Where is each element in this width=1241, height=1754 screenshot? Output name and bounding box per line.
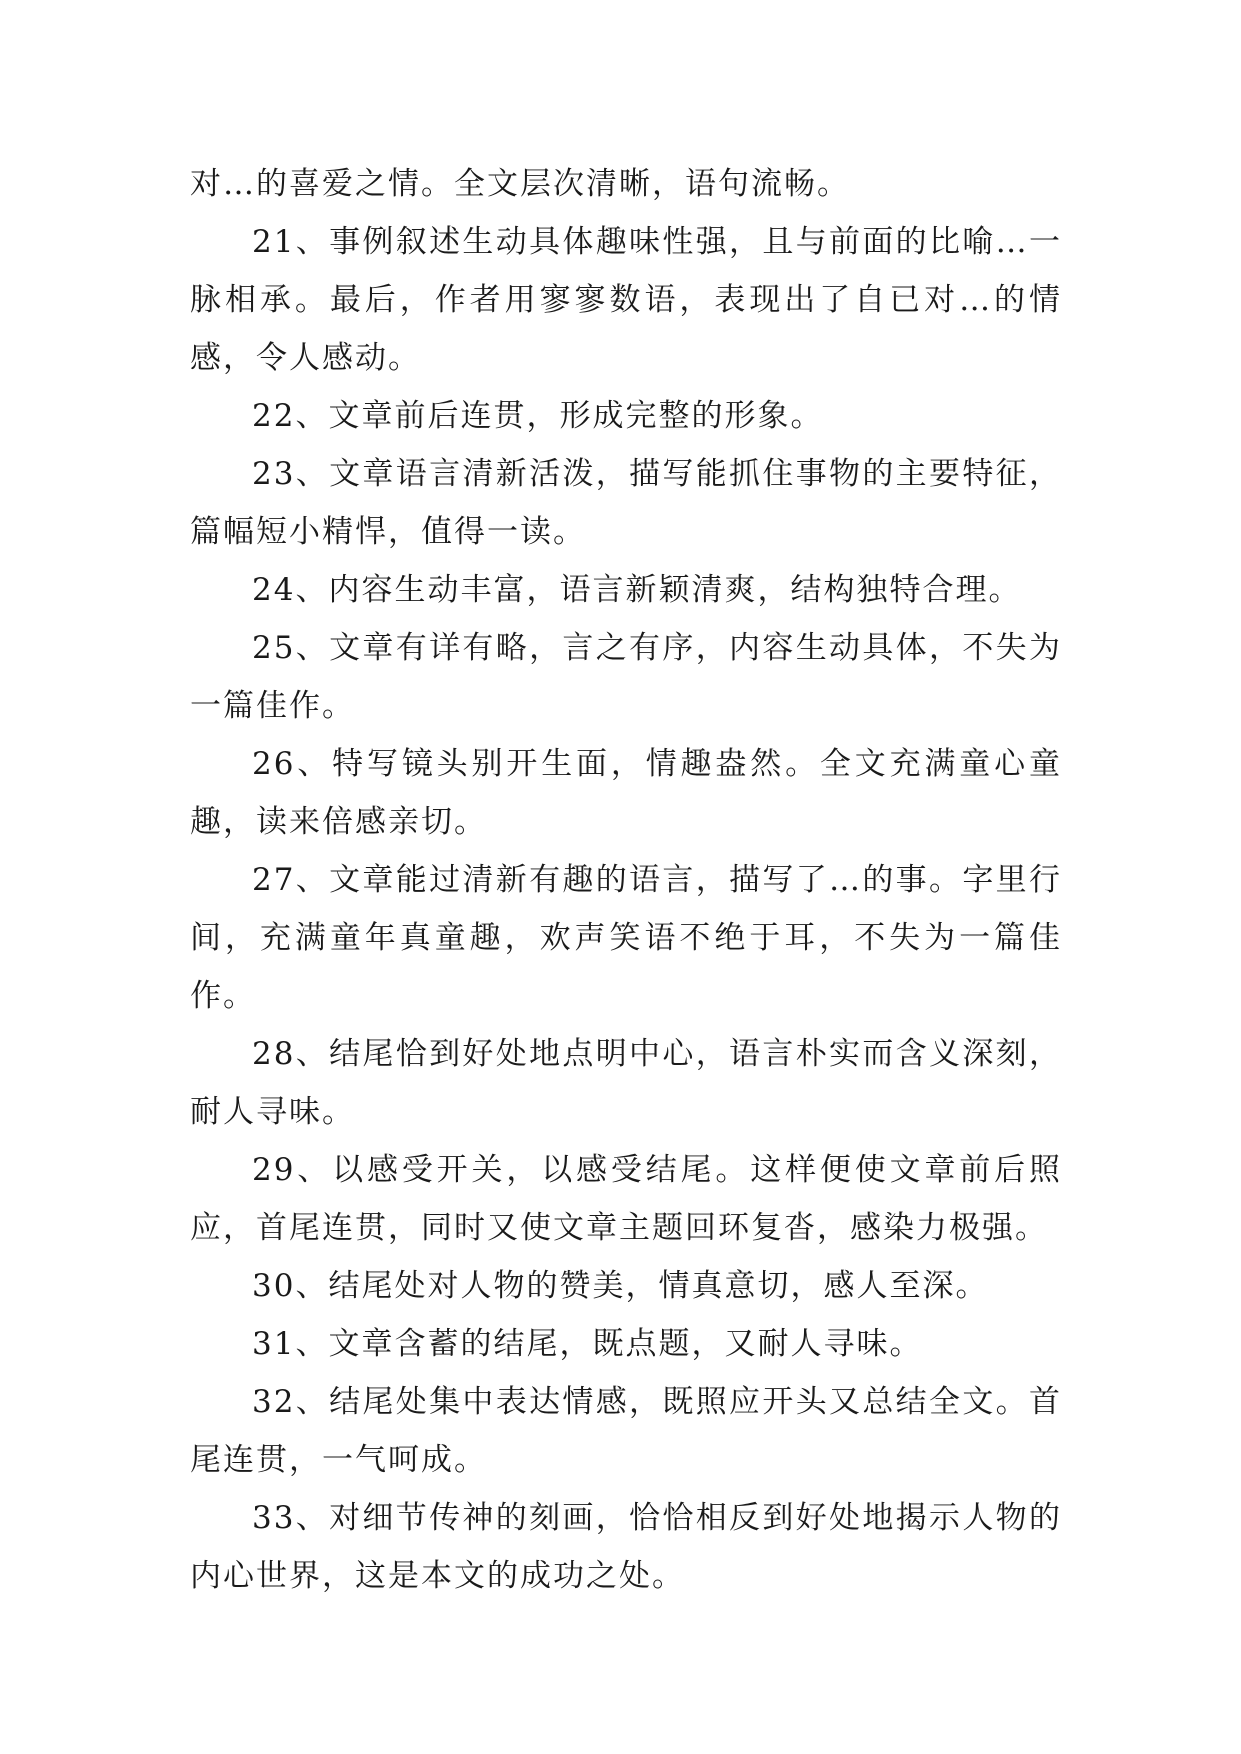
paragraph-32: 32、结尾处集中表达情感，既照应开头又总结全文。首尾连贯，一气呵成。 bbox=[190, 1384, 1062, 1478]
paragraph-continued: 对…的喜爱之情。全文层次清晰，语句流畅。 bbox=[190, 166, 850, 202]
document-page bbox=[190, 155, 1062, 1605]
paragraph-26: 26、特写镜头别开生面，情趣盎然。全文充满童心童趣，读来倍感亲切。 bbox=[190, 746, 1062, 840]
paragraph-24: 24、内容生动丰富，语言新颖清爽，结构独特合理。 bbox=[252, 572, 1022, 608]
paragraph-27: 27、文章能过清新有趣的语言，描写了…的事。字里行间，充满童年真童趣，欢声笑语不绝于耳，不失为一篇佳作。 bbox=[190, 862, 1062, 1014]
paragraph-23: 23、文章语言清新活泼，描写能抓住事物的主要特征，篇幅短小精悍，值得一读。 bbox=[190, 456, 1062, 550]
paragraph-33: 33、对细节传神的刻画，恰恰相反到好处地揭示人物的内心世界，这是本文的成功之处。 bbox=[190, 1500, 1062, 1594]
paragraph-30: 30、结尾处对人物的赞美，情真意切，感人至深。 bbox=[252, 1268, 989, 1304]
paragraph-31: 31、文章含蓄的结尾，既点题，又耐人寻味。 bbox=[252, 1326, 923, 1362]
paragraph-29: 29、以感受开关，以感受结尾。这样便使文章前后照应，首尾连贯，同时又使文章主题回环复沓，感染力极强。 bbox=[190, 1152, 1062, 1246]
paragraph-28: 28、结尾恰到好处地点明中心，语言朴实而含义深刻，耐人寻味。 bbox=[190, 1036, 1062, 1130]
paragraph-21: 21、事例叙述生动具体趣味性强，且与前面的比喻…一脉相承。最后，作者用寥寥数语，表现出了自已对…的情感，令人感动。 bbox=[190, 224, 1062, 376]
paragraph-22: 22、文章前后连贯，形成完整的形象。 bbox=[252, 398, 824, 434]
paragraph-25: 25、文章有详有略，言之有序，内容生动具体，不失为一篇佳作。 bbox=[190, 630, 1062, 724]
